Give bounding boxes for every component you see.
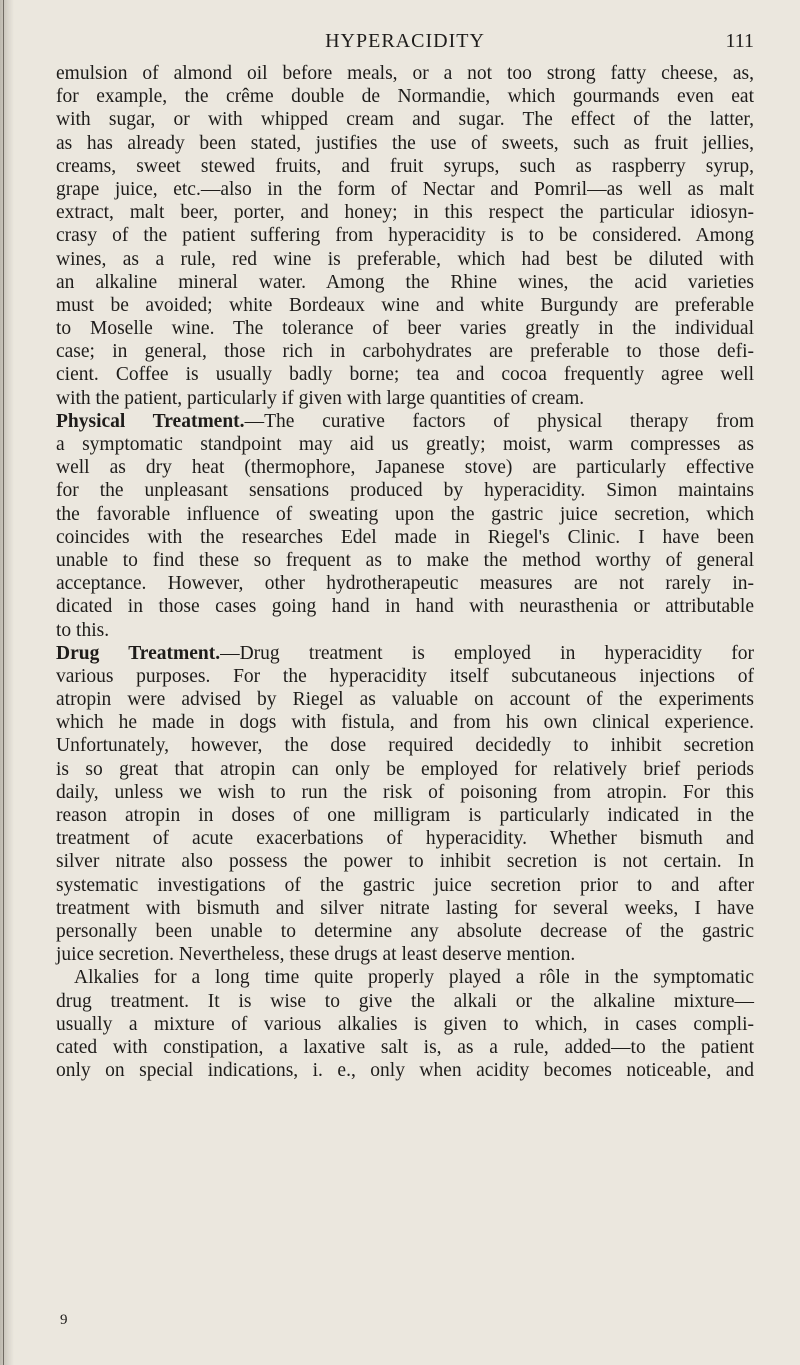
line-text: acceptance. However, other hydrotherapeutic measures are not rarely in-	[56, 573, 754, 595]
body-text	[56, 62, 754, 1082]
text-line	[56, 433, 754, 456]
line-text: —Drug treatment is employed in hyperacidity for	[220, 642, 754, 664]
text-line	[56, 781, 754, 804]
line-text: Unfortunately, however, the dose required decidedly to inhibit secretion	[56, 735, 754, 757]
running-head-title: HYPERACIDITY	[325, 30, 485, 52]
text-line	[56, 943, 754, 966]
line-text: for the unpleasant sensations produced by hyperacidity. Simon maintains	[56, 480, 754, 502]
line-text: crasy of the patient suffering from hyperacidity is to be considered. Among	[56, 225, 754, 247]
line-text: usually a mixture of various alkalies is given to which, in cases compli-	[56, 1013, 754, 1035]
text-line	[56, 85, 754, 108]
line-text: as has already been stated, justifies the use of sweets, such as fruit jellies,	[56, 132, 754, 154]
text-line	[56, 758, 754, 781]
line-text: treatment of acute exacerbations of hyperacidity. Whether bismuth and	[56, 828, 754, 850]
text-line	[56, 688, 754, 711]
line-text: an alkaline mineral water. Among the Rhine wines, the acid varieties	[56, 271, 754, 293]
text-line	[56, 1036, 754, 1059]
text-line	[56, 503, 754, 526]
text-line	[56, 1013, 754, 1036]
line-text: well as dry heat (thermophore, Japanese stove) are particularly effective	[56, 457, 754, 479]
text-line	[56, 874, 754, 897]
line-text: is so great that atropin can only be employed for relatively brief periods	[56, 758, 754, 780]
line-text: case; in general, those rich in carbohydrates are preferable to those defi-	[56, 341, 754, 363]
line-text: reason atropin in doses of one milligram is particularly indicated in the	[56, 805, 754, 826]
line-text: daily, unless we wish to run the risk of poisoning from atropin. For this	[56, 781, 754, 803]
text-line	[56, 804, 754, 827]
signature-mark: 9	[60, 1312, 68, 1328]
line-text: systematic investigations of the gastric juice secretion prior to and after	[56, 874, 754, 896]
line-text: emulsion of almond oil before meals, or a not too strong fatty cheese, as,	[56, 63, 754, 84]
text-line	[56, 734, 754, 757]
line-text: with the patient, particularly if given with large quantities of cream.	[56, 387, 585, 409]
line-text: —The curative factors of physical therapy from	[244, 410, 754, 432]
line-text: only on special indications, i. e., only when acidity becomes noticeable, and	[56, 1060, 754, 1082]
line-text: drug treatment. It is wise to give the alkali or the alkaline mixture—	[56, 990, 754, 1012]
line-text: the favorable influence of sweating upon the gastric juice secretion, which	[56, 503, 754, 525]
text-line	[56, 132, 754, 155]
running-head	[56, 30, 754, 54]
line-text: to Moselle wine. The tolerance of beer varies greatly in the individual	[56, 318, 754, 340]
text-line	[56, 201, 754, 224]
line-text: cated with constipation, a laxative salt is, as a rule, added—to the patient	[56, 1036, 754, 1058]
text-line	[56, 549, 754, 572]
text-line	[56, 108, 754, 131]
text-line	[56, 850, 754, 873]
line-text: to this.	[56, 619, 110, 641]
line-text: with sugar, or with whipped cream and sugar. The effect of the latter,	[56, 109, 754, 131]
section-heading: Drug Treatment.	[56, 642, 221, 664]
text-line	[56, 410, 754, 433]
line-text: juice secretion. Nevertheless, these drugs at least deserve mention.	[56, 944, 576, 966]
line-text: cient. Coffee is usually badly borne; tea and cocoa frequently agree well	[56, 364, 754, 386]
text-line	[56, 294, 754, 317]
text-line	[56, 526, 754, 549]
text-line	[56, 642, 754, 665]
text-line	[56, 966, 754, 989]
text-line	[56, 827, 754, 850]
line-text: creams, sweet stewed fruits, and fruit syrups, such as raspberry syrup,	[56, 155, 754, 177]
line-text: personally been unable to determine any absolute decrease of the gastric	[56, 920, 754, 942]
section-heading: Physical Treatment.	[56, 410, 245, 432]
text-line	[56, 224, 754, 247]
text-line	[56, 317, 754, 340]
text-line	[56, 920, 754, 943]
text-line	[56, 363, 754, 386]
text-line	[56, 248, 754, 271]
line-text: Alkalies for a long time quite properly played a rôle in the symptomatic	[74, 967, 754, 989]
line-text: coincides with the researches Edel made in Riegel's Clinic. I have been	[56, 526, 754, 548]
line-text: must be avoided; white Bordeaux wine and white Burgundy are preferable	[56, 294, 754, 316]
text-line	[56, 340, 754, 363]
page-gutter	[0, 0, 14, 1365]
line-text: which he made in dogs with fistula, and from his own clinical experience.	[56, 712, 754, 734]
line-text: atropin were advised by Riegel as valuable on account of the experiments	[56, 689, 754, 711]
text-line	[56, 456, 754, 479]
text-line	[56, 387, 754, 410]
line-text: dicated in those cases going hand in hand with neurasthenia or attributable	[56, 596, 754, 618]
line-text: a symptomatic standpoint may aid us greatly; moist, warm compresses as	[56, 434, 754, 455]
text-line	[56, 155, 754, 178]
line-text: for example, the crême double de Normandie, which gourmands even eat	[56, 86, 754, 108]
gutter-edge-line	[3, 0, 4, 1365]
line-text: wines, as a rule, red wine is preferable, which had best be diluted with	[56, 248, 754, 270]
page-number: 111	[725, 30, 754, 52]
line-text: grape juice, etc.—also in the form of Nectar and Pomril—as well as malt	[56, 178, 754, 200]
line-text: silver nitrate also possess the power to inhibit secretion is not certain. In	[56, 851, 754, 873]
text-line	[56, 711, 754, 734]
text-line	[56, 479, 754, 502]
line-text: extract, malt beer, porter, and honey; in this respect the particular idiosyn-	[56, 202, 754, 224]
text-line	[56, 897, 754, 920]
line-text: unable to find these so frequent as to make the method worthy of general	[56, 549, 754, 571]
text-line	[56, 271, 754, 294]
text-line	[56, 1059, 754, 1082]
line-text: treatment with bismuth and silver nitrate lasting for several weeks, I have	[56, 897, 754, 919]
text-line	[56, 595, 754, 618]
line-text: various purposes. For the hyperacidity itself subcutaneous injections of	[56, 665, 754, 687]
text-line	[56, 990, 754, 1013]
text-line	[56, 178, 754, 201]
text-line	[56, 62, 754, 85]
text-line	[56, 619, 754, 642]
text-line	[56, 572, 754, 595]
text-line	[56, 665, 754, 688]
